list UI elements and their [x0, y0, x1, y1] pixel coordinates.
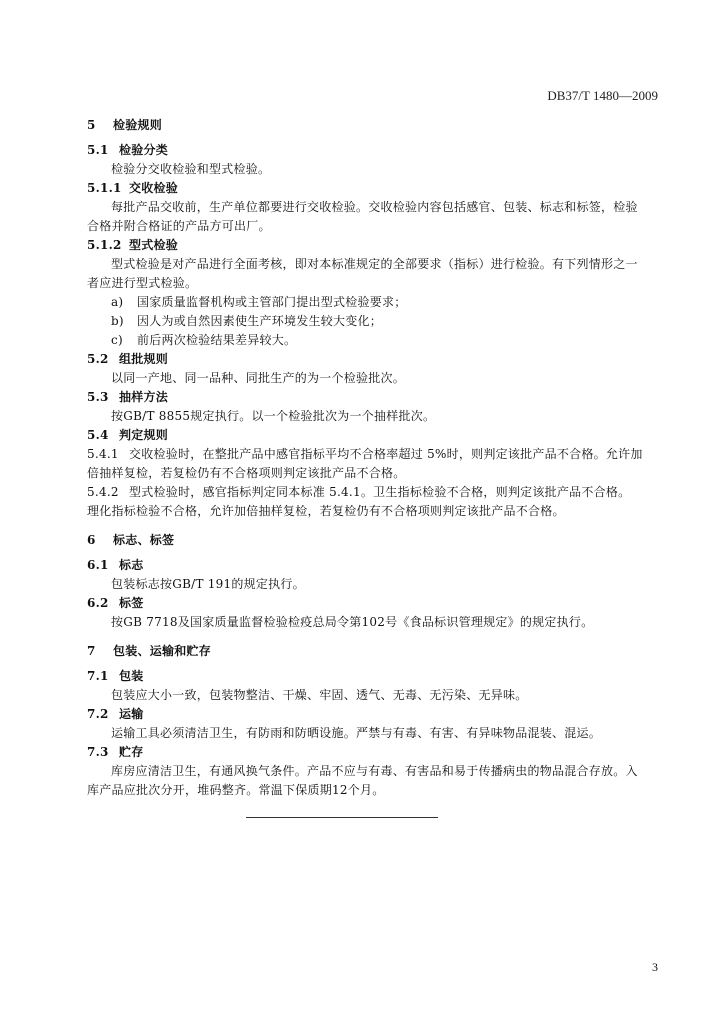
- paragraph-line: 每批产品交收前，生产单位都要进行交收检验。交收检验内容包括感官、包装、标志和标签，检验: [111, 200, 638, 214]
- paragraph-line: 理化指标检验不合格，允许加倍抽样复检，若复检仍有不合格项则判定该批产品不合格。: [87, 504, 565, 518]
- section-number: 5.1: [87, 143, 109, 157]
- section-5-heading: [87, 116, 658, 135]
- section-title: 标志: [119, 558, 144, 572]
- paragraph: 运输工具必须清洁卫生，有防雨和防晒设施。严禁与有毒、有害、有异味物品混装、混运。: [111, 726, 602, 740]
- section-title: 包装、运输和贮存: [113, 644, 212, 658]
- list-text: 前后两次检验结果差异较大。: [137, 333, 297, 347]
- section-title: 组批规则: [119, 352, 169, 366]
- section-5-4-heading: [87, 426, 658, 445]
- page-number: 3: [652, 960, 658, 974]
- section-number: 5.4.2: [87, 485, 119, 499]
- section-title: 抽样方法: [119, 390, 169, 404]
- paragraph: 按GB 7718及国家质量监督检验检疫总局令第102号《食品标识管理规定》的规定执行。: [111, 615, 594, 629]
- paragraph: 包装标志按GB/T 191的规定执行。: [111, 577, 305, 591]
- paragraph-line: 库产品应批次分开，堆码整齐。常温下保质期12个月。: [87, 783, 385, 797]
- paragraph-line: [87, 445, 658, 464]
- paragraph-line: 者应进行型式检验。: [87, 276, 198, 290]
- list-marker: c): [111, 333, 123, 347]
- list-item: [87, 312, 658, 331]
- section-number: 5.4: [87, 428, 109, 442]
- section-title: 检验规则: [113, 118, 163, 132]
- section-title: 贮存: [119, 745, 144, 759]
- section-number: 6: [87, 533, 96, 547]
- section-number: 7: [87, 644, 96, 658]
- end-rule: [246, 817, 438, 818]
- section-title: 型式检验: [129, 238, 179, 252]
- section-number: 7.3: [87, 745, 109, 759]
- paragraph: 按GB/T 8855规定执行。以一个检验批次为一个抽样批次。: [111, 409, 436, 423]
- section-7-heading: [87, 642, 658, 661]
- section-number: 5.3: [87, 390, 109, 404]
- section-number: 5.2: [87, 352, 109, 366]
- section-title: 运输: [119, 707, 144, 721]
- section-number: 7.1: [87, 669, 109, 683]
- list-item: [87, 293, 658, 312]
- section-number: 5.1.1: [87, 181, 122, 195]
- paragraph: 以同一产地、同一品种、同批生产的为一个检验批次。: [111, 371, 406, 385]
- section-title: 判定规则: [119, 428, 169, 442]
- paragraph-text: 型式检验时，感官指标判定同本标准 5.4.1。卫生指标检验不合格，则判定该批产品不合格。: [129, 485, 631, 499]
- section-7-2-heading: [87, 705, 658, 724]
- list-item: [87, 331, 658, 350]
- section-title: 标签: [119, 596, 144, 610]
- section-6-1-heading: [87, 556, 658, 575]
- list-marker: b): [111, 314, 124, 328]
- paragraph: 包装应大小一致，包装物整洁、干燥、牢固、透气、无毒、无污染、无异味。: [111, 688, 528, 702]
- section-number: 7.2: [87, 707, 109, 721]
- section-number: 5.4.1: [87, 447, 119, 461]
- section-6-2-heading: [87, 594, 658, 613]
- list-text: 国家质量监督机构或主管部门提出型式检验要求；: [137, 295, 407, 309]
- section-5-1-2-heading: [87, 236, 658, 255]
- paragraph-line: 库房应清洁卫生，有通风换气条件。产品不应与有毒、有害品和易于传播病虫的物品混合存放。入: [111, 764, 638, 778]
- section-5-1-heading: [87, 141, 658, 160]
- section-6-heading: [87, 531, 658, 550]
- section-number: 5.1.2: [87, 238, 122, 252]
- paragraph-line: 合格并附合格证的产品方可出厂。: [87, 219, 271, 233]
- section-number: 6.1: [87, 558, 109, 572]
- section-7-3-heading: [87, 743, 658, 762]
- paragraph-line: [87, 483, 658, 502]
- section-5-1-1-heading: [87, 179, 658, 198]
- section-5-2-heading: [87, 350, 658, 369]
- section-title: 标志、标签: [113, 533, 175, 547]
- section-number: 5: [87, 118, 96, 132]
- section-7-1-heading: [87, 667, 658, 686]
- document-body: [87, 112, 658, 800]
- paragraph-line: 型式检验是对产品进行全面考核，即对本标准规定的全部要求（指标）进行检验。有下列情形之一: [111, 257, 638, 271]
- paragraph-line: 倍抽样复检，若复检仍有不合格项则判定该批产品不合格。: [87, 466, 406, 480]
- paragraph: 检验分交收检验和型式检验。: [111, 162, 271, 176]
- paragraph-text: 交收检验时，在整批产品中感官指标平均不合格率超过 5%时，则判定该批产品不合格。允许加: [129, 447, 643, 461]
- section-number: 6.2: [87, 596, 109, 610]
- list-marker: a): [111, 295, 124, 309]
- document-code: DB37/T 1480—2009: [547, 88, 658, 103]
- list-text: 因人为或自然因素使生产环境发生较大变化；: [137, 314, 383, 328]
- section-5-3-heading: [87, 388, 658, 407]
- section-title: 检验分类: [119, 143, 169, 157]
- section-title: 交收检验: [129, 181, 179, 195]
- section-title: 包装: [119, 669, 144, 683]
